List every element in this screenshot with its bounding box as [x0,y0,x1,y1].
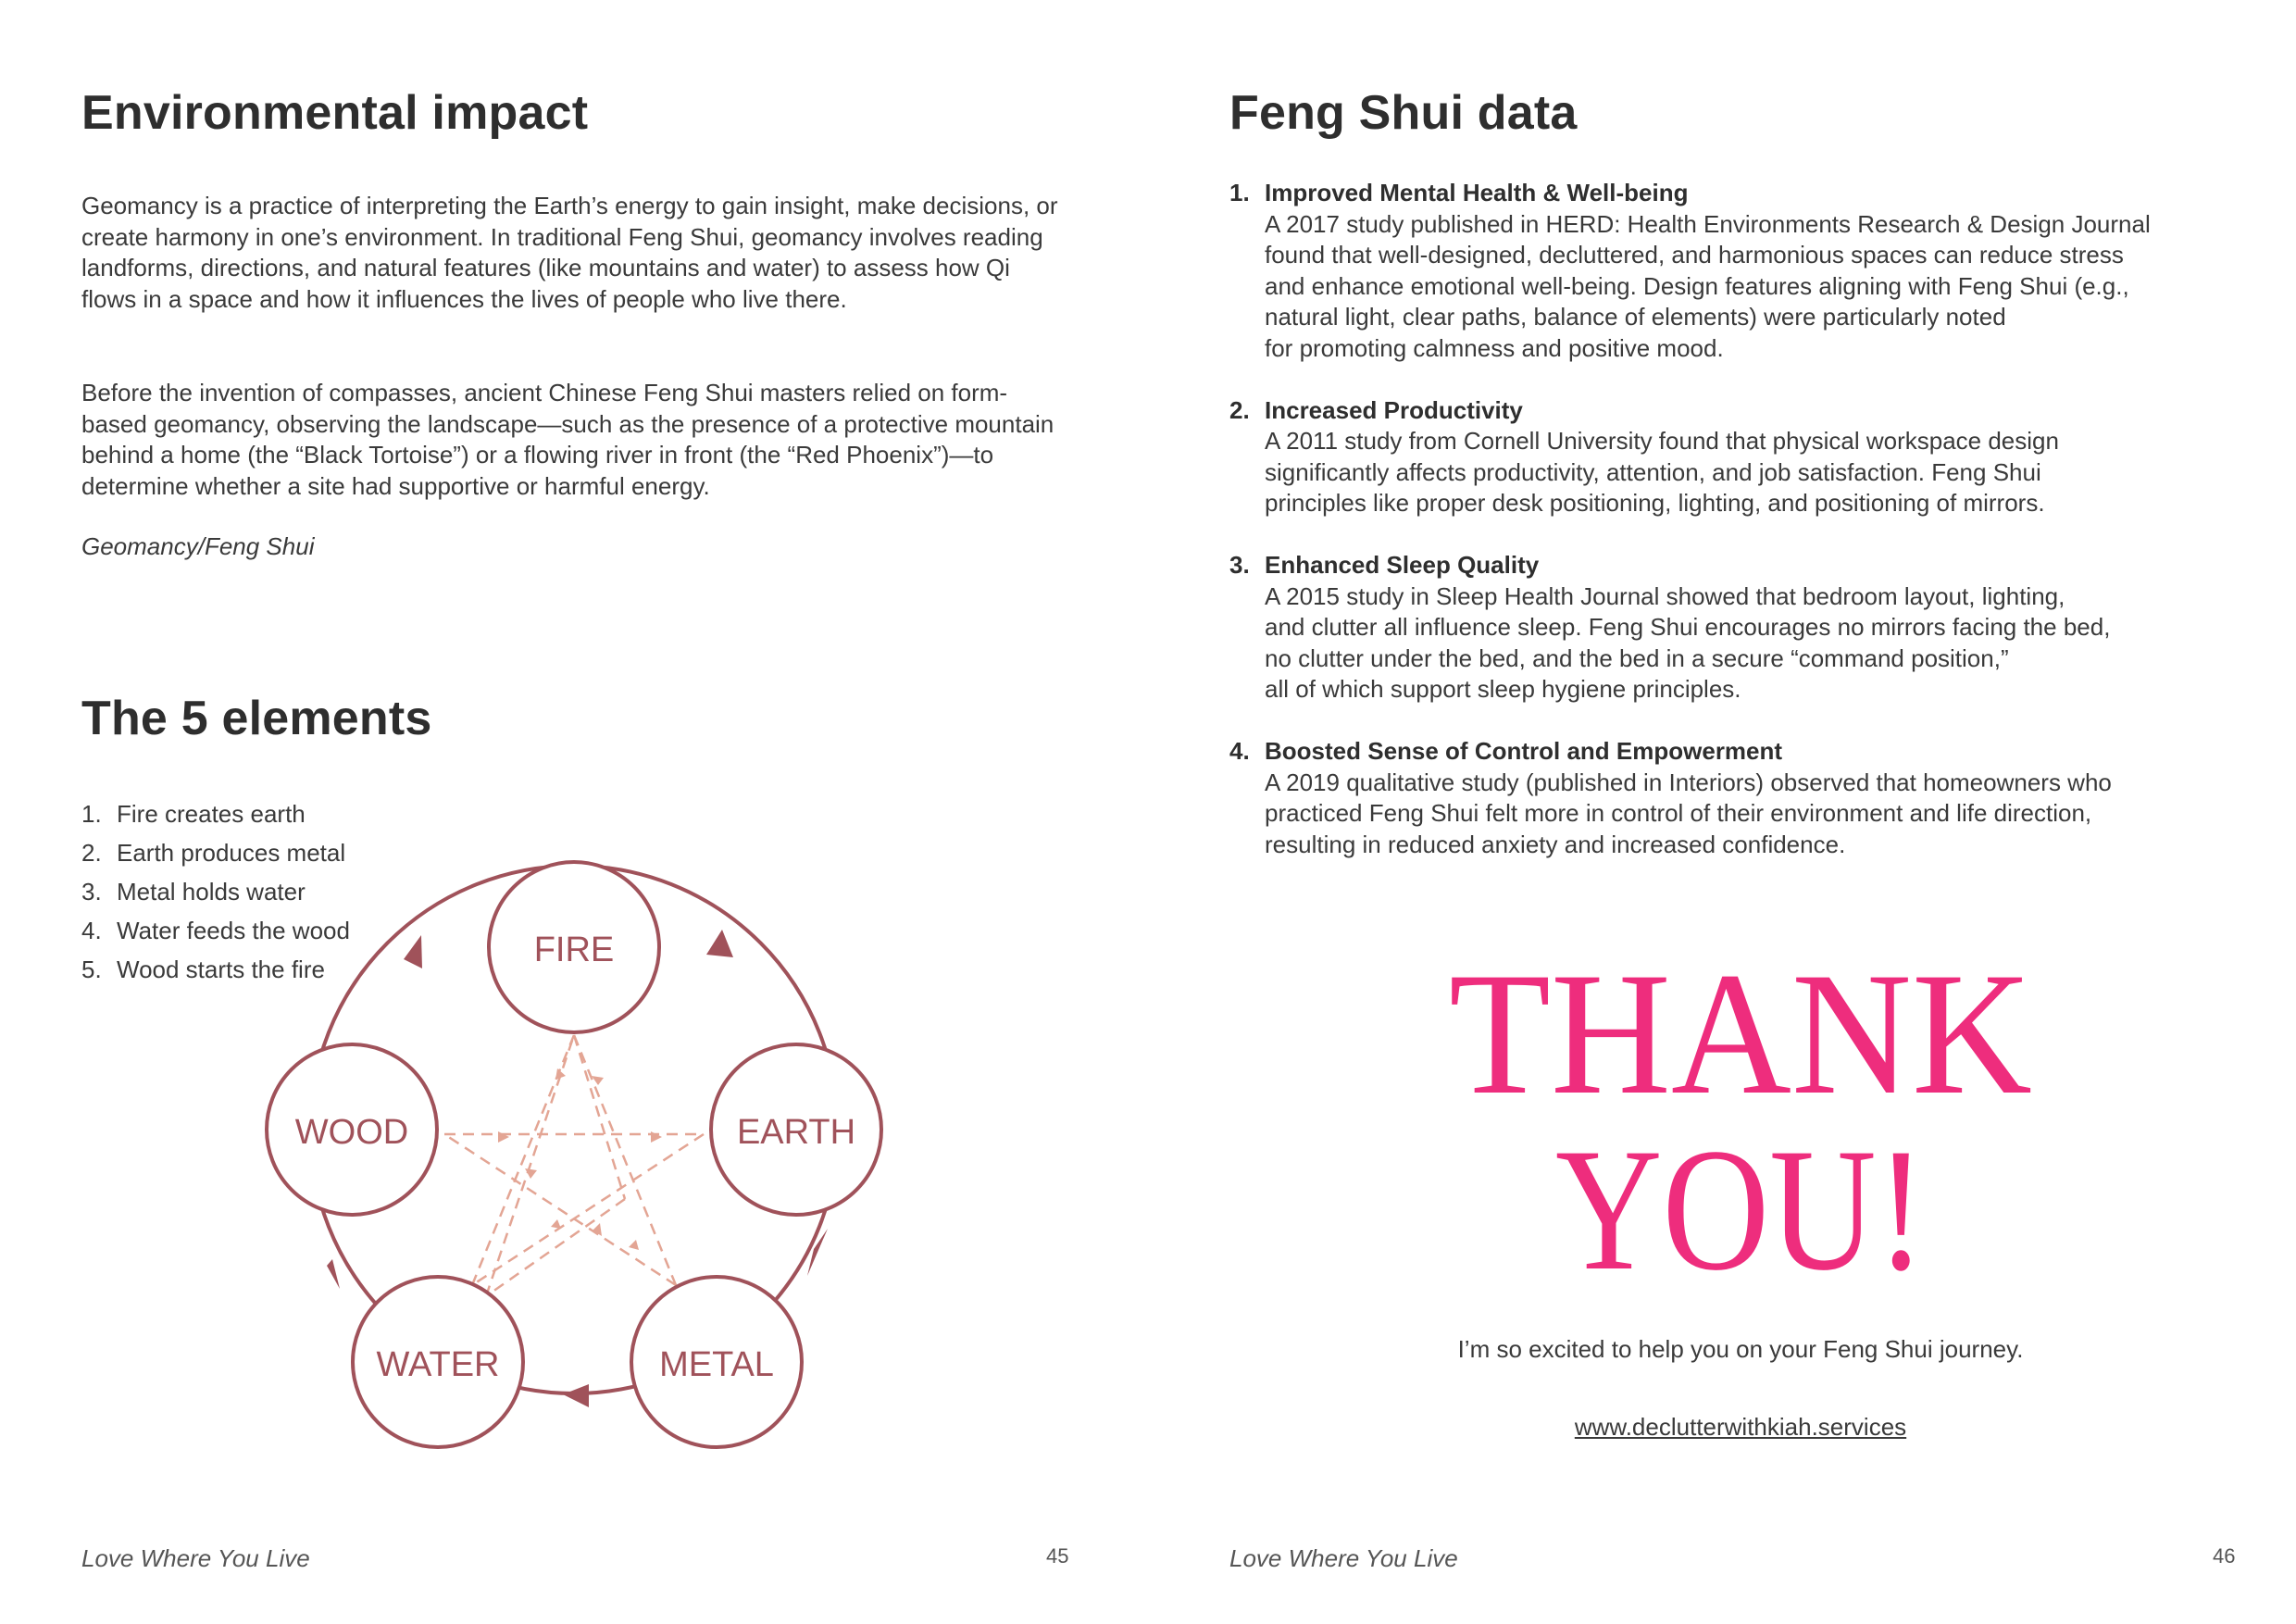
cycle-arrow [706,930,733,957]
footer-tagline: Love Where You Live [81,1544,310,1572]
five-elements-diagram [250,852,898,1481]
form-geomancy-paragraph: Before the invention of compasses, ancient Chinese Feng Shui masters relied on form-based geomancy, observing the landscape—such as the presence of a protective mountain behind a home (the “Black Tortoise”) or a flowing river in front (the “Red Phoenix”)—to determine whether a site had supportive or harmful energy. [81,379,1054,500]
water-node [353,1277,523,1447]
thank-text: THANK [1449,937,2032,1131]
list-item: 1. Fire creates earth [81,800,306,828]
study-title: Boosted Sense of Control and Empowerment [1265,736,1783,765]
metal-node [631,1277,802,1447]
closing-message: I’m so excited to help you on your Feng Shui journey. [1457,1335,2024,1363]
right-page [1148,0,2296,1624]
study-list [1229,178,2266,891]
footer-tagline: Love Where You Live [1229,1544,1458,1572]
destruction-star [444,1035,704,1296]
study-title: Improved Mental Health & Well-being [1265,179,1689,206]
study-body: A 2017 study published in HERD: Health Environments Research & Design Journal found that well-designed, decluttered, and harmonious spaces can reduce stress and enhance emotional well-being. Design features aligning with Feng Shui (e.g., natural light, clear paths, balance of elements) were particularly noted for promoting calmness and positive mood. [1265,209,2151,362]
study-title: Enhanced Sleep Quality [1265,550,1540,579]
list-item: 3. Metal holds water [81,878,306,906]
geomancy-paragraph: Geomancy is a practice of interpreting the Earth’s energy to gain insight, make decisions, or create harmony in one’s environment. In traditional Feng Shui, geomancy involves reading landforms, directions, and natural features (like mountains and water) to assess how Qi flows in a space and how it influences the lives of people who live there. [81,192,1058,313]
page-number: 45 [1046,1544,1069,1568]
list-item: 3. Enhanced Sleep Quality A 2015 study in Sleep Health Journal showed that bedroom layout, lighting, and clutter all influence sleep. Feng Shui encourages no mirrors facing the bed, no clutter under the bed, and the bed in a secure “command position,” all of which support sleep hygiene principles. [1229,550,2266,706]
five-elements-heading: The 5 elements [81,692,432,745]
study-body: A 2015 study in Sleep Health Journal showed that bedroom layout, lighting, and clutter all influence sleep. Feng Shui encourages no mirrors facing the bed, no clutter under the bed, and the bed in a secure “command position,” all of which support sleep hygiene principles. [1265,581,2111,704]
study-title: Increased Productivity [1265,395,1523,424]
list-item: 1. Improved Mental Health & Well-being A 2017 study published in HERD: Health Environments Research & Design Journal found that well-designed, decluttered, and harmonious spaces can reduce stress and enhance emotional well-being. Design features aligning with Feng Shui (e.g., natural light, clear paths, balance of elements) were particularly noted for promoting calmness and positive mood. [1229,178,2266,365]
list-item: 4. Boosted Sense of Control and Empowerment A 2019 qualitative study (published in Interiors) observed that homeowners who practiced Feng Shui felt more in control of their environment and life direction, resulting in reduced anxiety and increased confidence. [1229,736,2266,860]
earth-node [711,1044,881,1215]
thank-you-graphic [1426,935,2055,1324]
svg-text:WOOD: WOOD [294,1113,409,1152]
svg-text:METAL: METAL [659,1345,774,1384]
website-link[interactable]: www.declutterwithkiah.services [1574,1413,1907,1441]
study-body: A 2019 qualitative study (published in Interiors) observed that homeowners who practiced Feng Shui felt more in control of their environment and life direction, resulting in reduced anxiety and increased confidence. [1265,768,2112,858]
fire-node [489,862,659,1032]
you-text: YOU! [1555,1113,1926,1307]
feng-shui-data-heading: Feng Shui data [1229,86,1578,140]
geomancy-caption: Geomancy/Feng Shui [81,532,315,560]
study-body: A 2011 study from Cornell University found that physical workspace design significantly affects productivity, attention, and job satisfaction. Feng Shui principles like proper desk positioning, lighting, and positioning of mirrors. [1265,427,2059,518]
svg-text:EARTH: EARTH [736,1113,856,1152]
cycle-arrow [404,935,422,968]
list-item: 2. Earth produces metal [81,839,346,867]
list-item: 5. Wood starts the fire [81,956,325,983]
list-item: 2. Increased Productivity A 2011 study from Cornell University found that physical workspace design significantly affects productivity, attention, and job satisfaction. Feng Shui principles like proper desk positioning, lighting, and positioning of mirrors. [1229,395,2266,519]
svg-text:FIRE: FIRE [533,931,615,969]
cycle-arrow [563,1384,589,1407]
cycle-arrow [327,1259,340,1289]
list-item: 4. Water feeds the wood [81,917,350,944]
wood-node [267,1044,437,1215]
environmental-impact-heading: Environmental impact [81,86,589,140]
svg-text:WATER: WATER [376,1345,500,1384]
page-number: 46 [2213,1544,2236,1568]
